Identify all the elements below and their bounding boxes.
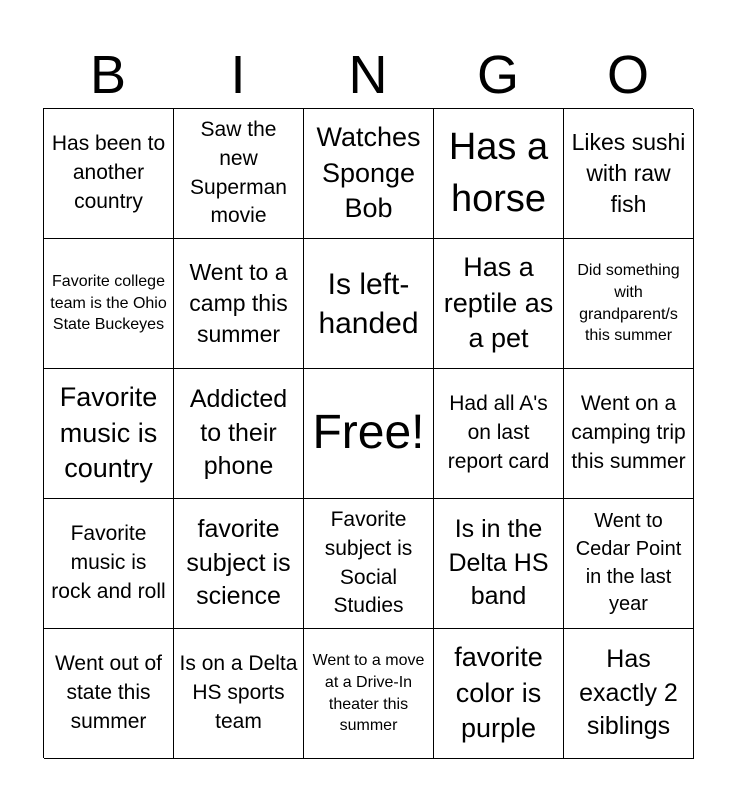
cell-text: Went to a move at a Drive-In theater this summer (312, 652, 425, 735)
bingo-cell[interactable] (174, 369, 304, 499)
bingo-cell[interactable] (304, 629, 434, 759)
bingo-cell[interactable] (44, 369, 174, 499)
bingo-cell[interactable] (564, 629, 694, 759)
bingo-cell[interactable] (434, 499, 564, 629)
bingo-cell[interactable] (564, 369, 694, 499)
bingo-cell[interactable] (44, 499, 174, 629)
cell-text: Has been to another country (51, 132, 166, 213)
bingo-cell[interactable] (564, 239, 694, 369)
cell-text: Is left-handed (318, 267, 419, 340)
cell-text: favorite subject is science (186, 514, 291, 611)
cell-text: Saw the new Superman movie (190, 117, 287, 228)
cell-text: Has exactly 2 siblings (579, 644, 678, 741)
bingo-cell[interactable] (304, 239, 434, 369)
bingo-title (43, 42, 693, 108)
bingo-cell[interactable] (434, 239, 564, 369)
bingo-card-grid (43, 108, 693, 758)
cell-text: Has a horse (448, 126, 549, 220)
cell-text: Favorite subject is Social Studies (324, 507, 413, 618)
bingo-cell[interactable] (174, 629, 304, 759)
bingo-cell[interactable] (174, 109, 304, 239)
title-letter-i: I (230, 45, 246, 105)
cell-text: Had all A's on last report card (447, 392, 550, 473)
cell-text: Is in the Delta HS band (448, 514, 549, 611)
bingo-cell[interactable] (44, 239, 174, 369)
bingo-cell[interactable] (434, 109, 564, 239)
cell-text: Went out of state this summer (54, 652, 162, 733)
title-letter-b: B (89, 45, 127, 105)
cell-text: Favorite music is rock and roll (51, 522, 166, 603)
cell-text: Favorite college team is the Ohio State Buckeyes (50, 273, 167, 334)
cell-text: Went to a camp this summer (189, 258, 288, 348)
cell-text: Went on a camping trip this summer (571, 392, 686, 473)
title-letter-g: G (476, 45, 519, 105)
free-space-text: Free! (312, 406, 425, 460)
cell-text: Went to Cedar Point in the last year (575, 510, 682, 616)
cell-text: Addicted to their phone (189, 384, 288, 481)
title-letter-n: N (348, 45, 388, 105)
bingo-cell[interactable] (434, 629, 564, 759)
cell-text: Did something with grandparent/s this summer (577, 262, 680, 345)
bingo-cell[interactable] (44, 629, 174, 759)
cell-text: Likes sushi with raw fish (571, 128, 686, 218)
cell-text: Watches Sponge Bob (316, 122, 421, 224)
bingo-cell[interactable] (564, 499, 694, 629)
bingo-cell[interactable] (564, 109, 694, 239)
bingo-cell[interactable] (44, 109, 174, 239)
cell-text: Has a reptile as a pet (443, 252, 554, 354)
free-space-cell[interactable] (304, 369, 434, 499)
cell-text: Is on a Delta HS sports team (179, 652, 298, 733)
bingo-cell[interactable] (434, 369, 564, 499)
bingo-cell[interactable] (174, 239, 304, 369)
title-letter-o: O (606, 45, 649, 105)
bingo-cell[interactable] (304, 499, 434, 629)
bingo-cell[interactable] (174, 499, 304, 629)
cell-text: Favorite music is country (59, 382, 158, 484)
cell-text: favorite color is purple (454, 642, 543, 744)
bingo-cell[interactable] (304, 109, 434, 239)
